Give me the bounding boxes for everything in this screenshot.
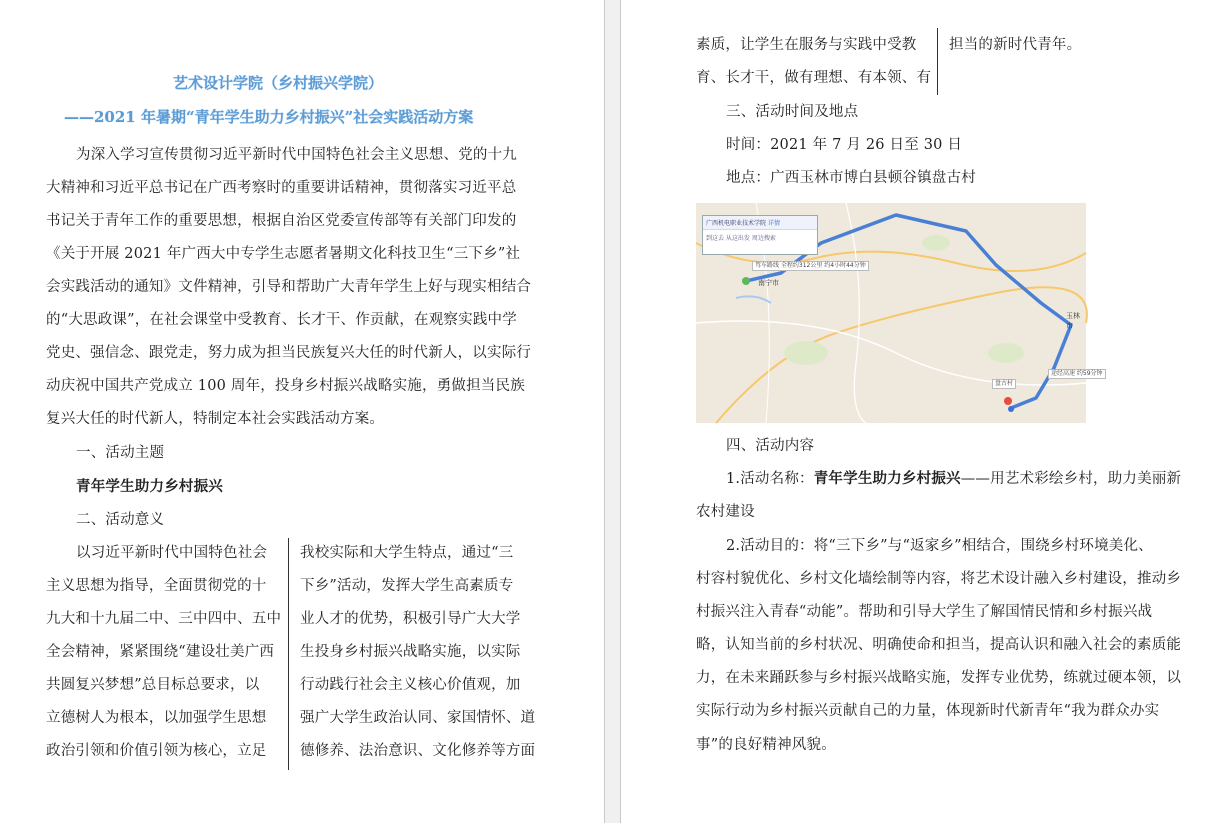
intro-line: 复兴大任的时代新人，特制定本社会实践活动方案。 <box>46 411 385 427</box>
section-heading-significance: 二、活动意义 <box>76 512 165 528</box>
doc-title-line2: ——2021 年暑期“青年学生助力乡村振兴”社会实践活动方案 <box>64 108 474 126</box>
column2-line: 行动践行社会主义核心价值观，加 <box>300 677 521 693</box>
intro-line: 的“大思政课”，在社会课堂中受教育、长才干、作贡献，在观察实践中学 <box>46 312 517 328</box>
intro-line: 动庆祝中国共产党成立 100 周年，投身乡村振兴战略实施，勇做担当民族 <box>46 378 525 394</box>
item2-line: 村容村貌优化、乡村文化墙绘制等内容，将艺术设计融入乡村建设，推动乡 <box>696 571 1182 587</box>
popup-title: 广西机电职业技术学院 <box>706 220 767 227</box>
column2-line: 下乡”活动，发挥大学生高素质专 <box>300 578 514 594</box>
intro-line: 为深入学习宣传贯彻习近平新时代中国特色社会主义思想、党的十九 <box>76 147 517 163</box>
column1-line: 共圆复兴梦想”总目标总要求，以 <box>46 677 260 693</box>
intro-line: 会实践活动的通知》文件精神，引导和帮助广大青年学生上好与现实相结合 <box>46 279 532 295</box>
page-gutter <box>604 0 621 823</box>
intro-line: 大精神和习近平总书记在广西考察时的重要讲话精神，贯彻落实习近平总 <box>46 180 517 196</box>
column-divider <box>937 28 938 95</box>
column1-line: 全会精神，紧紧围绕“建设壮美广西 <box>46 644 275 660</box>
document-page-left <box>0 0 604 823</box>
column2-line: 业人才的优势，积极引导广大大学 <box>300 611 521 627</box>
town-label: 南宁市 <box>758 279 779 287</box>
item2-line: 村振兴注入青春“动能”。帮助和引导大学生了解国情民情和乡村振兴战 <box>696 604 1153 620</box>
column2-line: 生投身乡村振兴战略实施，以实际 <box>300 644 521 660</box>
route-summary-tag: 驾车路线 全程约312公里 约4小时44分钟 <box>752 261 869 271</box>
popup-link[interactable]: 详情 <box>767 220 780 227</box>
document-page-right <box>621 0 1222 823</box>
column1-line: 主义思想为指导，全面贯彻党的十 <box>46 578 267 594</box>
column2-line: 我校实际和大学生特点，通过“三 <box>300 545 514 561</box>
start-marker <box>742 277 750 285</box>
column2-line: 德修养、法治意识、文化修养等方面 <box>300 743 536 759</box>
item1-line2: 农村建设 <box>696 504 755 520</box>
segment-info-tag: 途经高速 约59分钟 <box>1048 369 1106 379</box>
column2-line: 强广大学生政治认同、家国情怀、道 <box>300 710 536 726</box>
section-heading-time-place: 三、活动时间及地点 <box>726 104 859 120</box>
column-divider <box>288 538 289 770</box>
theme-text: 青年学生助力乡村振兴 <box>76 478 223 495</box>
item2-line: 略，认知当前的乡村状况、明确使命和担当，提高认识和融入社会的素质能 <box>696 637 1182 653</box>
column1-line: 立德树人为根本，以加强学生思想 <box>46 710 267 726</box>
column1-line: 九大和十九届二中、三中四中、五中 <box>46 611 282 627</box>
activity-time: 时间：2021 年 7 月 26 日至 30 日 <box>726 137 963 153</box>
item1-line <box>726 469 1181 489</box>
item1-prefix: 1.活动名称： <box>726 471 814 487</box>
column1-line: 以习近平新时代中国特色社会 <box>76 545 268 561</box>
end-marker <box>1004 397 1012 405</box>
item2-line: 力，在未来踊跃参与乡村振兴战略实施，发挥专业优势，练就过硬本领，以 <box>696 670 1182 686</box>
intro-line: 党史、强信念、跟党走，努力成为担当民族复兴大任的时代新人，以实际行 <box>46 345 532 361</box>
item2-line: 事”的良好精神风貌。 <box>696 737 836 753</box>
column-a-line: 育、长才干，做有理想、有本领、有 <box>696 70 932 86</box>
item1-rest: ——用艺术彩绘乡村，助力美丽新 <box>960 471 1182 487</box>
intro-line: 书记关于青年工作的重要思想，根据自治区党委宣传部等有关部门印发的 <box>46 213 517 229</box>
column1-line: 政治引领和价值引领为核心，立足 <box>46 743 267 759</box>
column-a-line: 素质，让学生在服务与实践中受教 <box>696 37 917 53</box>
section-heading-theme: 一、活动主题 <box>76 445 165 461</box>
destination-tag: 盘古村 <box>992 379 1016 389</box>
popup-body: 到这去 从这出发 周边搜索 <box>706 235 776 242</box>
section-heading-content: 四、活动内容 <box>726 438 815 454</box>
activity-place: 地点：广西玉林市博白县顿谷镇盘古村 <box>726 170 976 186</box>
item2-line: 2.活动目的：将“三下乡”与“返家乡”相结合，围绕乡村环境美化、 <box>726 538 1153 554</box>
city-label: 玉林市 <box>1066 312 1080 330</box>
column-b-line: 担当的新时代青年。 <box>949 37 1082 53</box>
doc-title-line1: 艺术设计学院（乡村振兴学院） <box>173 74 384 92</box>
intro-line: 《关于开展 2021 年广西大中专学生志愿者暑期文化科技卫生“三下乡”社 <box>46 246 521 262</box>
route-map-image <box>696 203 1103 423</box>
item1-name: 青年学生助力乡村振兴 <box>813 470 961 487</box>
location-popup[interactable] <box>702 215 818 255</box>
item2-line: 实际行动为乡村振兴贡献自己的力量，体现新时代新青年“我为群众办实 <box>696 703 1160 719</box>
